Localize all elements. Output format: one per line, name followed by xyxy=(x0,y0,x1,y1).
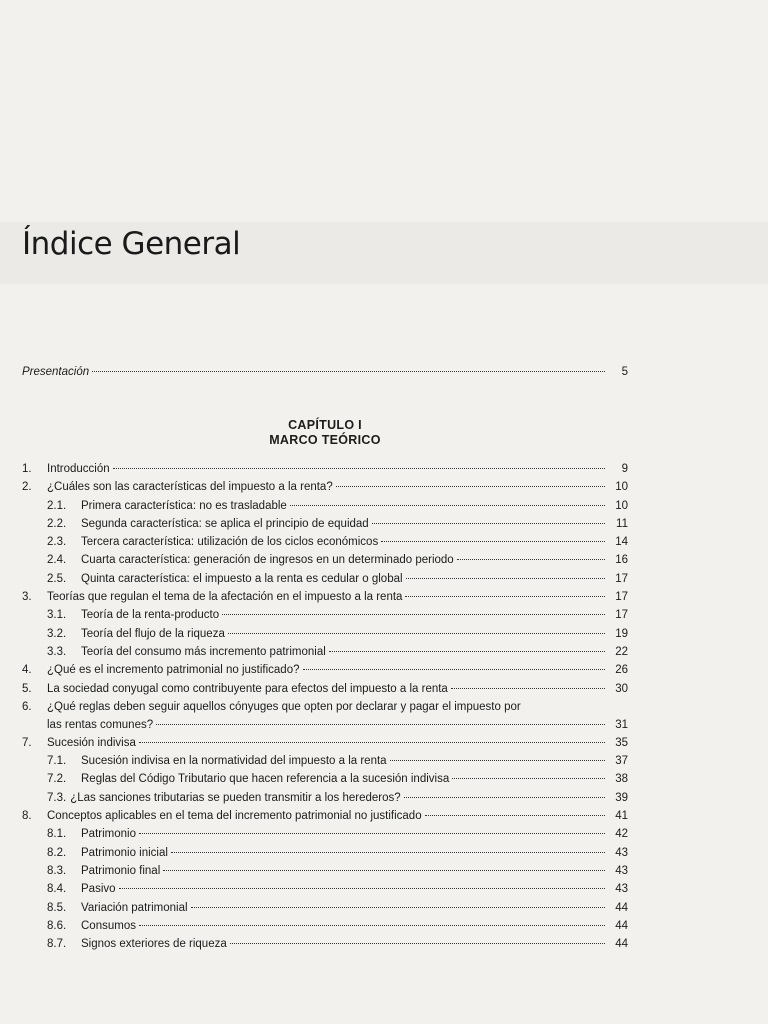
toc-entry-page: 26 xyxy=(615,664,628,677)
toc-entry-5[interactable] xyxy=(22,680,628,698)
toc-entry-page: 9 xyxy=(621,463,628,475)
toc-entry-8-1[interactable] xyxy=(22,825,628,843)
toc-entry-2-3[interactable] xyxy=(22,533,628,551)
leader-dots xyxy=(171,852,605,853)
leader-dots xyxy=(372,523,605,524)
toc-entry-8-3[interactable] xyxy=(22,862,628,880)
toc-entry-number: 8.1. xyxy=(47,828,67,841)
toc-entry-title: Segunda característica: se aplica el principio de equidad xyxy=(81,517,369,530)
leader-dots xyxy=(390,760,605,761)
leader-dots xyxy=(303,669,606,670)
leader-dots xyxy=(290,505,605,506)
toc-entry-title: Patrimonio inicial xyxy=(81,846,168,859)
toc-entry-number: 7. xyxy=(22,736,32,749)
toc-entry-title: Signos exteriores de riqueza xyxy=(81,938,227,951)
toc-entry-page: 17 xyxy=(615,591,628,604)
toc-entry-page: 41 xyxy=(615,810,628,823)
toc-entry-page: 38 xyxy=(615,773,628,786)
toc-entry-page: 17 xyxy=(615,609,628,622)
toc-entry-title: Consumos xyxy=(81,919,136,932)
toc-entry-4[interactable] xyxy=(22,661,628,679)
toc-entry-number: 7.2. xyxy=(47,773,67,786)
toc-entry-number: 2.2. xyxy=(47,517,67,530)
toc-entry-page: 42 xyxy=(615,828,628,841)
toc-entry-number: 7.3. xyxy=(47,791,67,804)
toc-entry-title: Cuarta característica: generación de ingresos en un determinado periodo xyxy=(81,554,454,567)
toc-entry-number: 3.2. xyxy=(47,627,67,640)
toc-entry-page: 43 xyxy=(615,846,628,859)
toc-entry-page: 14 xyxy=(615,536,628,549)
toc-entry-7[interactable] xyxy=(22,734,628,752)
toc-entry-1[interactable] xyxy=(22,460,628,478)
toc-entry-page: 10 xyxy=(615,481,628,494)
toc-entry-number: 4. xyxy=(22,664,32,677)
chapter-number: CAPÍTULO I xyxy=(288,418,362,432)
leader-dots xyxy=(451,688,605,689)
leader-dots xyxy=(163,870,605,871)
toc-entry-title: Teoría de la renta-producto xyxy=(81,609,220,622)
leader-dots xyxy=(457,559,605,560)
toc-entry-number: 2.4. xyxy=(47,554,67,567)
leader-dots xyxy=(404,797,605,798)
toc-entry-title: Conceptos aplicables en el tema del incremento patrimonial no justificado xyxy=(47,810,422,823)
toc-entry-page: 44 xyxy=(615,919,628,932)
toc-entry-number: 8.3. xyxy=(47,864,67,877)
toc-entry-page: 30 xyxy=(615,682,628,695)
toc-entry-number: 6. xyxy=(22,700,32,713)
toc-entry-number: 5. xyxy=(22,682,32,695)
toc-entry-7-2[interactable] xyxy=(22,770,628,788)
toc-entry-title: La sociedad conyugal como contribuyente para efectos del impuesto a la renta xyxy=(47,682,448,695)
toc-entry-3-3[interactable] xyxy=(22,643,628,661)
toc-entry-number: 8.4. xyxy=(47,883,67,896)
toc-entry-title: ¿Cuáles son las características del impuesto a la renta? xyxy=(47,481,333,494)
toc-entry-page: 17 xyxy=(615,572,628,585)
toc-entry-3[interactable] xyxy=(22,588,628,606)
leader-dots xyxy=(230,943,605,944)
toc-entry-title: Sucesión indivisa en la normatividad del impuesto a la renta xyxy=(81,755,387,768)
toc-entry-page: 19 xyxy=(615,627,628,640)
toc-entry-3-1[interactable] xyxy=(22,606,628,624)
leader-dots xyxy=(228,633,605,634)
toc-entry-number: 2. xyxy=(22,481,32,494)
toc-entry-8-4[interactable] xyxy=(22,880,628,898)
page-title: Índice General xyxy=(22,226,241,262)
leader-dots xyxy=(329,651,605,652)
toc-entry-2-4[interactable] xyxy=(22,551,628,569)
toc-entry-title: Sucesión indivisa xyxy=(47,736,136,749)
toc-entry-8-5[interactable] xyxy=(22,899,628,917)
chapter-name: MARCO TEÓRICO xyxy=(269,433,381,447)
toc-entry-title: Quinta característica: el impuesto a la renta es cedular o global xyxy=(81,572,403,585)
toc-entry-2-5[interactable] xyxy=(22,570,628,588)
leader-dots xyxy=(452,778,605,779)
leader-dots xyxy=(406,578,605,579)
leader-dots xyxy=(92,371,605,372)
toc-entry-title: ¿Qué es el incremento patrimonial no justificado? xyxy=(47,664,300,677)
toc-entry-title: Teoría del flujo de la riqueza xyxy=(81,627,225,640)
toc-entry-page: 35 xyxy=(615,736,628,749)
leader-dots xyxy=(222,614,605,615)
toc-entry-number: 8.5. xyxy=(47,901,67,914)
toc-entry-title-continued: las rentas comunes? xyxy=(47,718,154,731)
toc-entry-number: 2.1. xyxy=(47,499,67,512)
leader-dots xyxy=(139,742,605,743)
toc-entry-page: 43 xyxy=(615,864,628,877)
toc-presentation[interactable] xyxy=(22,366,628,378)
leader-dots xyxy=(139,925,605,926)
toc-entry-title: Pasivo xyxy=(81,883,116,896)
toc-entry-page: 39 xyxy=(615,791,628,804)
toc-entry-page: 22 xyxy=(615,645,628,658)
toc-entry-page: 44 xyxy=(615,938,628,951)
toc-entry-title: Variación patrimonial xyxy=(81,901,188,914)
toc-entry-number: 3.1. xyxy=(47,609,67,622)
toc-entry-number: 8.6. xyxy=(47,919,67,932)
toc-entry-page: 43 xyxy=(615,883,628,896)
toc-entry-7-1[interactable] xyxy=(22,752,628,770)
toc-entry-title-line-2 xyxy=(47,716,628,734)
toc-entry-title: Tercera característica: utilización de los ciclos económicos xyxy=(81,536,379,549)
toc-entry-title: Patrimonio xyxy=(81,828,136,841)
toc-entry-title: ¿Las sanciones tributarias se pueden transmitir a los herederos? xyxy=(70,791,401,804)
leader-dots xyxy=(119,888,605,889)
toc-entry-6[interactable] xyxy=(22,698,628,734)
toc-entry-number: 2.5. xyxy=(47,572,67,585)
toc-entry-page: 16 xyxy=(615,554,628,567)
leader-dots xyxy=(336,486,605,487)
toc-entry-number: 3. xyxy=(22,591,32,604)
toc-entry-page: 31 xyxy=(615,718,628,731)
leader-dots xyxy=(425,815,605,816)
toc-entry-title: Teoría del consumo más incremento patrimonial xyxy=(81,645,326,658)
leader-dots xyxy=(139,833,605,834)
toc-entry-number: 8.2. xyxy=(47,846,67,859)
toc-entry-title: Teorías que regulan el tema de la afectación en el impuesto a la renta xyxy=(47,591,403,604)
toc-entry-title: Patrimonio final xyxy=(81,864,161,877)
toc-entry-number: 1. xyxy=(22,463,32,475)
leader-dots xyxy=(191,907,605,908)
table-of-contents xyxy=(22,460,628,953)
toc-presentation-label: Presentación xyxy=(22,366,90,378)
toc-entry-8-7[interactable] xyxy=(22,935,628,953)
toc-entry-title-block xyxy=(47,698,628,734)
toc-presentation-page: 5 xyxy=(621,366,628,378)
leader-dots xyxy=(405,596,605,597)
toc-entry-8[interactable] xyxy=(22,807,628,825)
toc-entry-page: 11 xyxy=(616,517,628,530)
toc-entry-number: 7.1. xyxy=(47,755,67,768)
toc-entry-title: Primera característica: no es trasladable xyxy=(81,499,287,512)
toc-entry-number: 8. xyxy=(22,810,32,823)
toc-entry-8-2[interactable] xyxy=(22,844,628,862)
toc-entry-2-1[interactable] xyxy=(22,497,628,515)
toc-entry-page: 10 xyxy=(615,499,628,512)
toc-entry-8-6[interactable] xyxy=(22,917,628,935)
toc-entry-3-2[interactable] xyxy=(22,625,628,643)
toc-entry-title: Introducción xyxy=(47,463,110,475)
toc-entry-2[interactable] xyxy=(22,478,628,496)
leader-dots xyxy=(156,724,605,725)
toc-entry-page: 44 xyxy=(615,901,628,914)
toc-entry-number: 3.3. xyxy=(47,645,67,658)
toc-entry-title: Reglas del Código Tributario que hacen referencia a la sucesión indivisa xyxy=(81,773,450,786)
toc-entry-title: ¿Qué reglas deben seguir aquellos cónyuges que opten por declarar y pagar el impuesto por xyxy=(47,700,521,713)
toc-entry-7-3[interactable] xyxy=(22,789,628,807)
leader-dots xyxy=(381,541,605,542)
toc-entry-number: 2.3. xyxy=(47,536,67,549)
toc-entry-page: 37 xyxy=(615,755,628,768)
toc-entry-number: 8.7. xyxy=(47,938,67,951)
leader-dots xyxy=(113,468,605,469)
toc-entry-2-2[interactable] xyxy=(22,515,628,533)
